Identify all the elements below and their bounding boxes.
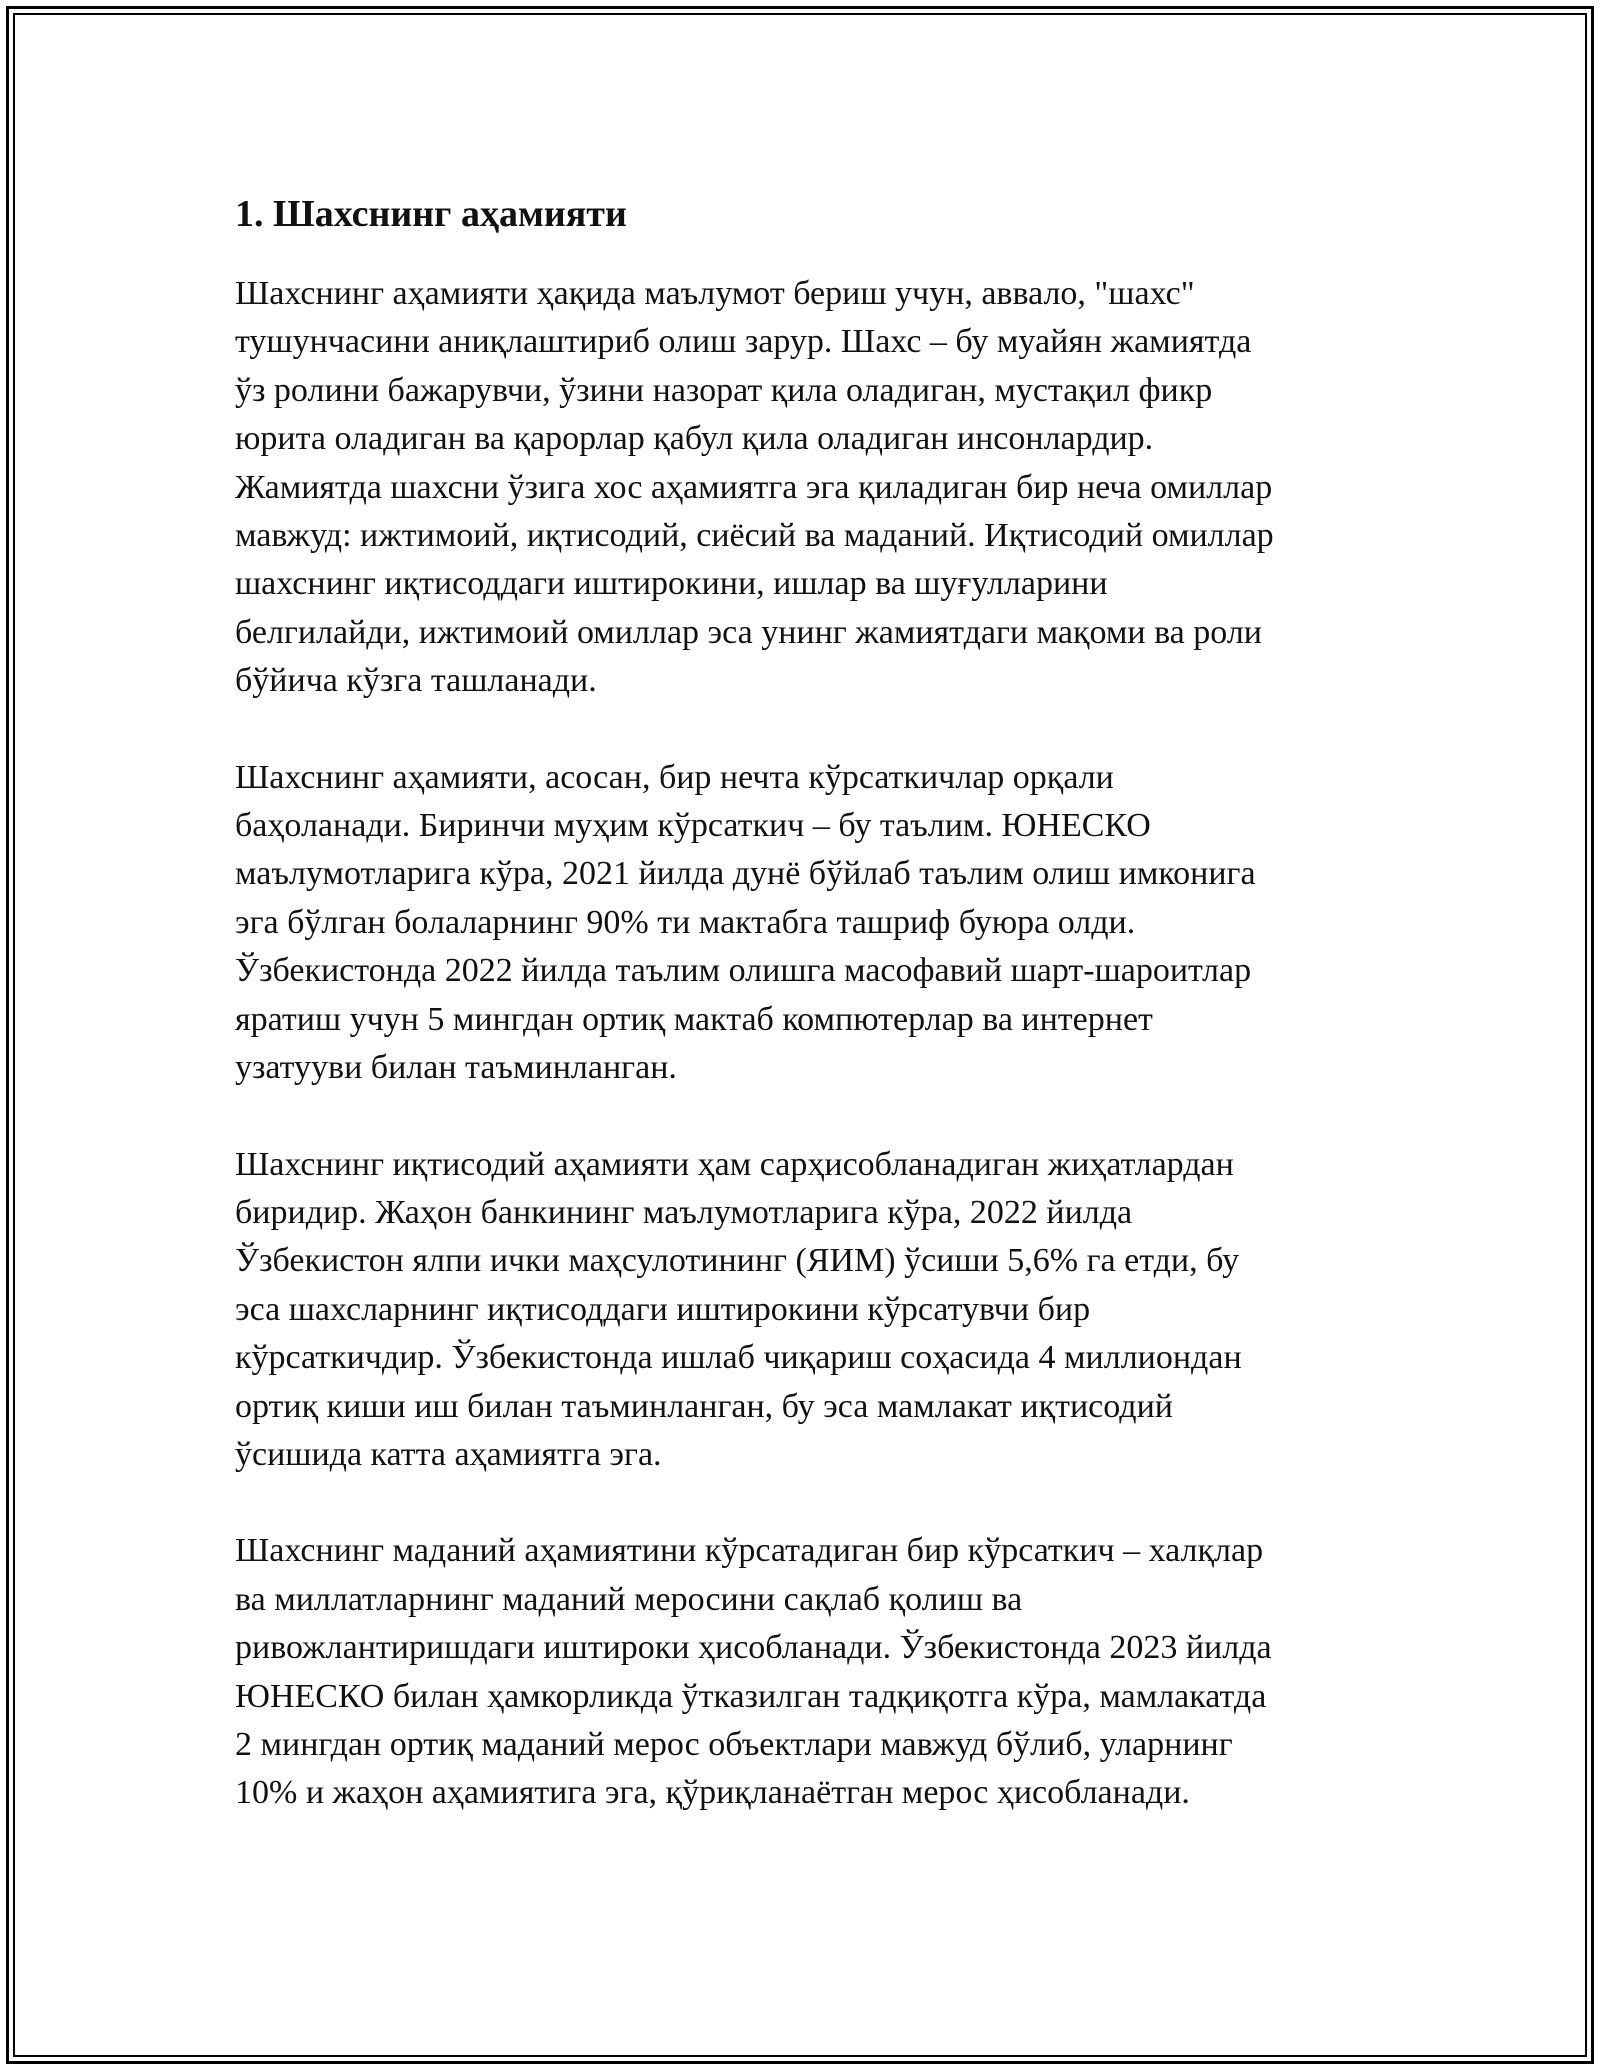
paragraph-3: Шахснинг иқтисодий аҳамияти ҳам сарҳисобланадиган жиҳатлардан биридир. Жаҳон банкининг маълумотларига кўра, 2022 йилда Ўзбекистон ялпи ички маҳсулотининг (ЯИМ) ўсиши 5,6% га етди, бу эса шахсларнинг иқтисоддаги иштирокини кўрсатувчи бир кўрсаткичдир. Ўзбекистонда ишлаб чиқариш соҳасида 4 миллиондан ортиқ киши иш билан таъминланган, бу эса мамлакат иқтисодий ўсишида катта аҳамиятга эга. (235, 1145, 1242, 1473)
paragraph-1: Шахснинг аҳамияти ҳақида маълумот бериш учун, аввало, "шахс" тушунчасини аниқлаштириб олиш зарур. Шахс – бу муайян жамиятда ўз ролини бажарувчи, ўзини назорат қила оладиган, мустақил фикр юрита оладиган ва қарорлар қабул қила оладиган инсонлардир. Жамиятда шахсни ўзига хос аҳамиятга эга қиладиган бир неча омиллар мавжуд: ижтимоий, иқтисодий, сиёсий ва маданий. Иқтисодий омиллар шахснинг иқтисоддаги иштирокини, ишлар ва шуғулларини белгилайди, ижтимоий омиллар эса унинг жамиятдаги мақоми ва роли бўйича кўзга ташланади. (235, 275, 1274, 700)
paragraph-2: Шахснинг аҳамияти, асосан, бир нечта кўрсаткичлар орқали баҳоланади. Биринчи муҳим кўрсаткич – бу таълим. ЮНЕСКО маълумотларига кўра, 2021 йилда дунё бўйлаб таълим олиш имконига эга бўлган болаларнинг 90% ти мактабга ташриф буюра олди. Ўзбекистонда 2022 йилда таълим олишга масофавий шарт-шароитлар яратиш учун 5 мингдан ортиқ мактаб компютерлар ва интернет узатууви билан таъминланган. (235, 758, 1256, 1087)
document-body (235, 186, 1365, 1866)
paragraph-4: Шахснинг маданий аҳамиятини кўрсатадиган бир кўрсаткич – халқлар ва миллатларнинг маданий меросини сақлаб қолиш ва ривожлантиришдаги иштироки ҳисобланади. Ўзбекистонда 2023 йилда ЮНЕСКО билан ҳамкорликда ўтказилган тадқиқотга кўра, мамлакатда 2 мингдан ортиқ маданий мерос объектлари мавжуд бўлиб, уларнинг 10% и жаҳон аҳамиятига эга, қўриқланаётган мерос ҳисобланади. (235, 1532, 1272, 1812)
section-heading: 1. Шахснинг аҳамияти (235, 193, 627, 235)
